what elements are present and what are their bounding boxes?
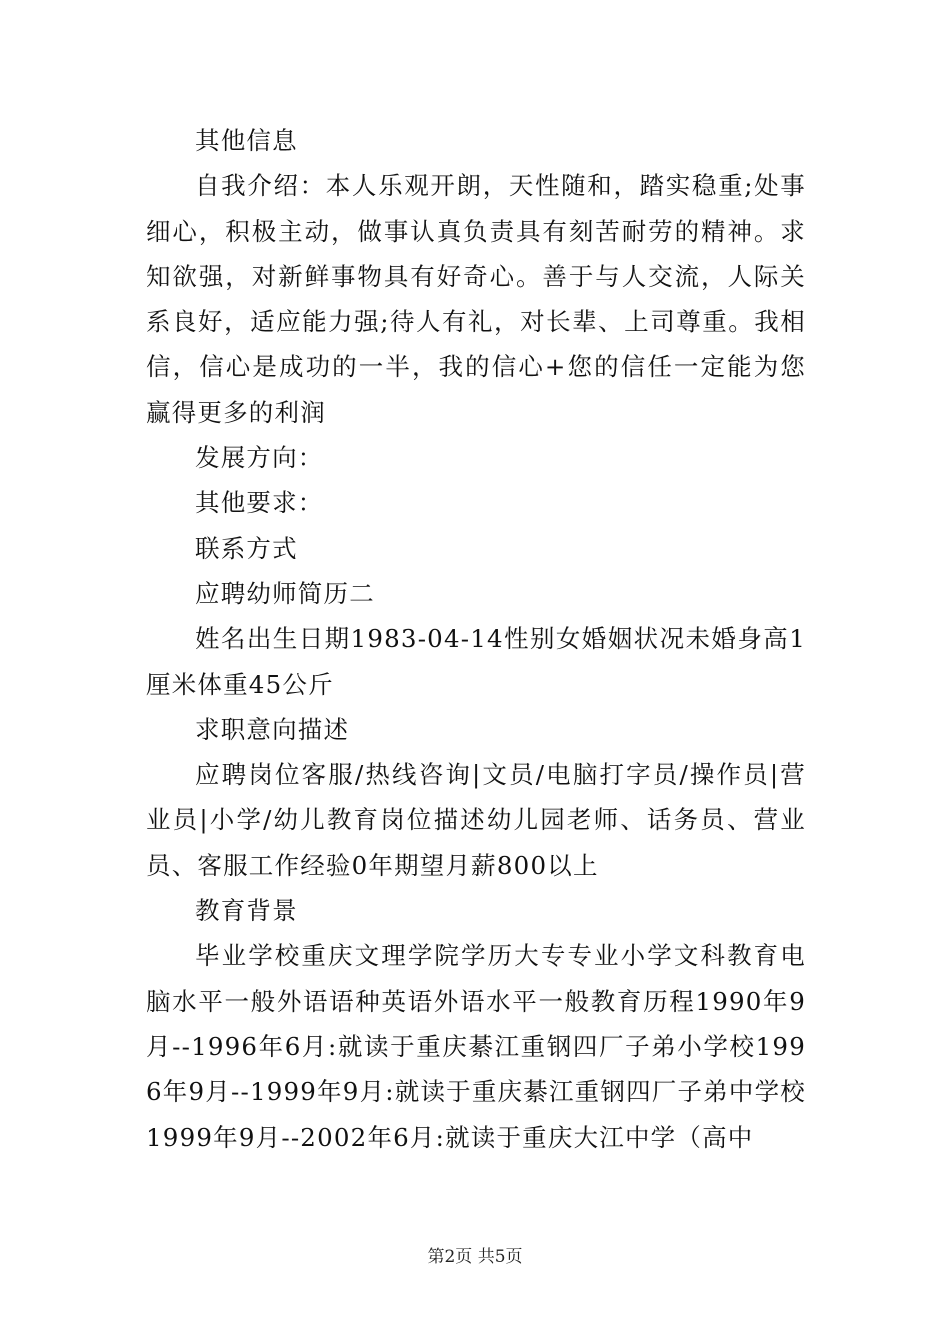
page-number-footer: 第2页 共5页	[427, 1247, 523, 1267]
document-body	[146, 118, 806, 1160]
personal-info-paragraph: 姓名出生日期1983-04-14性别女婚姻状况未婚身高1厘米体重45公斤	[146, 624, 806, 699]
resume-two-title: 应聘幼师简历二	[195, 578, 375, 608]
job-intention-heading: 求职意向描述	[195, 714, 350, 744]
contact-info-heading: 联系方式	[195, 533, 298, 563]
development-direction-label: 发展方向：	[195, 443, 324, 473]
education-background-paragraph: 毕业学校重庆文理学院学历大专专业小学文科教育电脑水平一般外语语种英语外语水平一般教育历程1990年9月--1996年6月:就读于重庆綦江重钢四厂子弟小学校1996年9月--1999年9月:就读于重庆綦江重钢四厂子弟中学校1999年9月--2002年6月:就读于重庆大江中学（高中	[146, 941, 806, 1152]
self-introduction-paragraph: 自我介绍：本人乐观开朗，天性随和，踏实稳重;处事细心，积极主动，做事认真负责具有刻苦耐劳的精神。求知欲强，对新鲜事物具有好奇心。善于与人交流，人际关系良好，适应能力强;待人有礼，对长辈、上司尊重。我相信，信心是成功的一半，我的信心+您的信任一定能为您赢得更多的利润	[146, 171, 806, 427]
job-intention-paragraph: 应聘岗位客服/热线咨询|文员/电脑打字员/操作员|营业员|小学/幼儿教育岗位描述幼儿园老师、话务员、营业员、客服工作经验0年期望月薪800以上	[146, 760, 806, 880]
other-requirements-label: 其他要求：	[195, 488, 324, 518]
education-background-heading: 教育背景	[195, 896, 298, 926]
section-heading-other-info: 其他信息	[195, 126, 298, 155]
